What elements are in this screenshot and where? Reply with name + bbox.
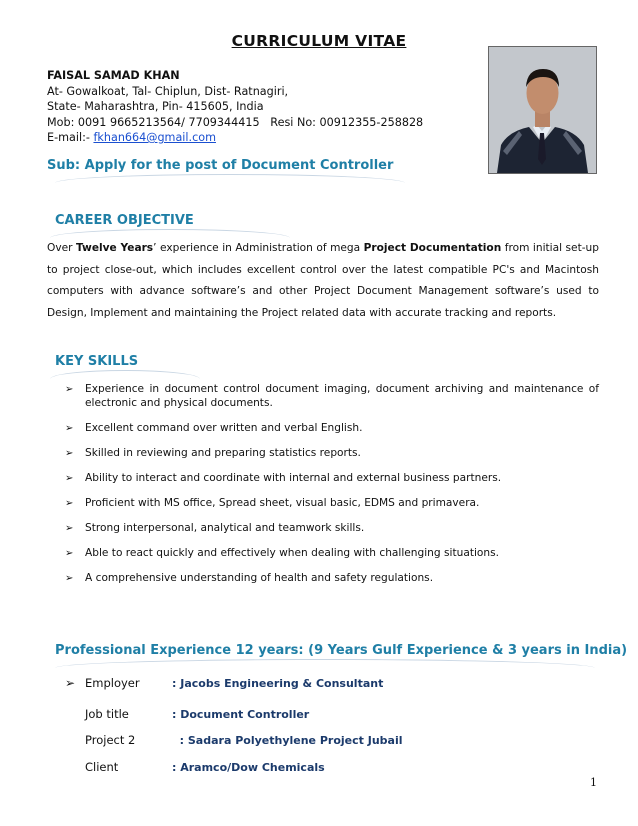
skills-underline xyxy=(50,370,200,379)
experience-heading: Professional Experience 12 years: (9 Years Gulf Experience & 3 years in India) xyxy=(55,643,628,658)
document-title: CURRICULUM VITAE xyxy=(231,32,407,50)
skill-text: Experience in document control document imaging, document archiving and maintenance of electronic and physical documents. xyxy=(85,383,599,409)
experience-underline xyxy=(55,659,595,668)
skill-text: Excellent command over written and verbal English. xyxy=(85,421,363,434)
skill-text: Proficient with MS office, Spread sheet, visual basic, EDMS and primavera. xyxy=(85,496,480,509)
contact-block xyxy=(47,68,423,146)
employer-label: Employer xyxy=(85,676,140,690)
client-value: : Aramco/Dow Chemicals xyxy=(172,761,325,774)
arrow-bullet-icon: ➢ xyxy=(65,497,74,509)
arrow-bullet-icon: ➢ xyxy=(65,422,74,434)
list-item xyxy=(65,547,599,561)
subject-heading: Sub: Apply for the post of Document Controller xyxy=(47,158,394,173)
career-text-3: from initial set-up to project close-out, which includes excellent control over the latest compatible PC's and Macintosh computers with advance software’s and other Project Document Management software’s used to Design, Implement and maintaining the Project related data with accurate tracking and reports. xyxy=(47,242,599,320)
skill-text: A comprehensive understanding of health and safety regulations. xyxy=(85,571,434,584)
address-line-1: At- Gowalkoat, Tal- Chiplun, Dist- Ratnagiri, xyxy=(47,84,289,98)
skill-text: Able to react quickly and effectively when dealing with challenging situations. xyxy=(85,546,499,559)
portrait-image xyxy=(489,47,596,173)
list-item xyxy=(65,447,599,461)
list-item xyxy=(65,572,599,586)
experience-row-employer xyxy=(65,676,383,690)
email-label: E-mail:- xyxy=(47,131,94,144)
arrow-bullet-icon: ➢ xyxy=(65,447,74,459)
email-line xyxy=(47,130,423,146)
arrow-bullet-icon: ➢ xyxy=(65,522,74,534)
career-bold-years: Twelve Years xyxy=(75,242,154,254)
phone-line: Mob: 0091 9665213564/ 7709344415 Resi No: 00912355-258828 xyxy=(47,115,424,129)
subject-underline xyxy=(55,174,405,183)
career-bold-documentation: Project Documentation xyxy=(363,242,502,254)
candidate-name: FAISAL SAMAD KHAN xyxy=(47,69,180,82)
list-item xyxy=(65,383,599,410)
address-line-2: State- Maharashtra, Pin- 415605, India xyxy=(47,100,264,113)
career-objective-heading: CAREER OBJECTIVE xyxy=(55,213,194,228)
email-link[interactable]: fkhan664@gmail.com xyxy=(93,131,216,144)
list-item xyxy=(65,472,599,486)
experience-row-project xyxy=(85,733,402,747)
career-underline xyxy=(50,229,290,238)
employer-value: : Jacobs Engineering & Consultant xyxy=(172,677,384,690)
skill-text: Ability to interact and coordinate with internal and external business partners. xyxy=(85,471,502,484)
career-objective-text xyxy=(47,238,599,325)
experience-row-job-title xyxy=(85,707,309,721)
skills-list xyxy=(65,383,599,597)
project-value: : Sadara Polyethylene Project Jubail xyxy=(172,734,403,747)
list-item xyxy=(65,522,599,536)
list-item xyxy=(65,422,599,436)
career-text-1: Over xyxy=(47,242,76,254)
career-text-2: ’ experience in Administration of mega xyxy=(153,242,364,254)
job-title-label: Job title xyxy=(85,707,129,721)
arrow-bullet-icon: ➢ xyxy=(65,676,76,690)
job-title-value: : Document Controller xyxy=(172,708,310,721)
arrow-bullet-icon: ➢ xyxy=(65,572,74,584)
client-label: Client xyxy=(85,760,119,774)
arrow-bullet-icon: ➢ xyxy=(65,384,74,395)
profile-photo xyxy=(488,46,597,174)
skill-text: Strong interpersonal, analytical and teamwork skills. xyxy=(85,521,365,534)
key-skills-heading: KEY SKILLS xyxy=(55,354,139,369)
page-number: 1 xyxy=(590,776,597,789)
skill-text: Skilled in reviewing and preparing statistics reports. xyxy=(85,446,361,459)
list-item xyxy=(65,497,599,511)
arrow-bullet-icon: ➢ xyxy=(65,472,74,484)
arrow-bullet-icon: ➢ xyxy=(65,547,74,559)
project-label: Project 2 xyxy=(85,733,136,747)
experience-row-client xyxy=(85,760,325,774)
